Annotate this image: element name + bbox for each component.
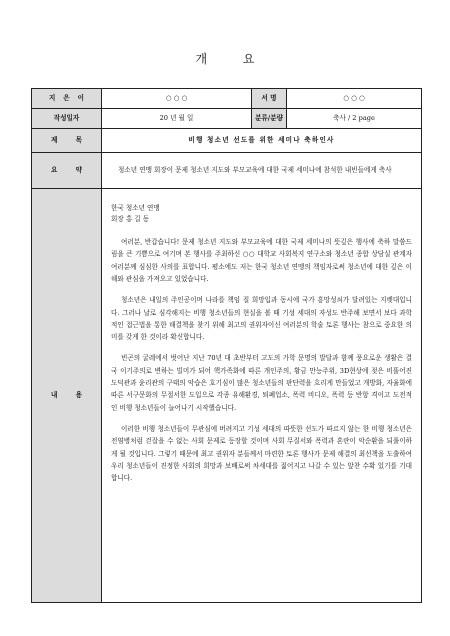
- author-label: 지은이: [32, 89, 102, 109]
- content-body: [102, 189, 422, 603]
- writer-label: 서 명: [252, 89, 287, 109]
- content-paragraph: 빈곤의 굴레에서 벗어난 지난 70년 대 초반부터 고도의 가학 문명의 발달과 함께 풍요로운 생활은 결국 이기주의로 변하는 빌미가 되어 핵가족화에 따른 개인주의, 황금 만능주위, 3D현상에 젖은 비뚤어진 도덕관과 윤리관의 구태의 악습은 호기심이 많은 청소년들의 판단력을 흐리게 만들었고 개방화, 자율화에 따른 서구문화의 무절서한 도입으로 각종 유해환경, 퇴폐업소, 폭력 비디오, 폭력 등 반항 격이고 도전적인 비행 청소년들이 늘어나기 시작했습니다.: [111, 354, 413, 412]
- content-paragraph: 이러한 비행 청소년들이 무관심에 버려지고 기성 세대의 따뜻한 선도가 따르지 않는 한 비행 청소년은 전염병처럼 걷잡을 수 없는 사회 문제로 등장할 것이며 사회 무질서와 폭력과 혼란이 악순환을 되풀이하게 될 것입니다. 그렇기 때문에 최고 권위자 분들께서 마련한 토론 행사가 문제 해결의 최선책을 도출하여 우리 청소년들이 진정한 사회의 희망과 보배로써 차세대를 짊어지고 나갈 수 있는 앞찬 수확 있기를 기대합니다.: [111, 424, 413, 483]
- content-paragraph: 청소년은 내일의 주인공이며 나라를 책임 질 희망입과 동시에 국가 흥망성쇠가 달려있는 지렛대입니다. 그러나 날로 심각해지는 비행 청소년들의 현실을 볼 때 기성 세대의 자성도 반주해 보면서 보다 과학적인 접근법을 통한 해결책을 찾기 위해 최고의 권위자이신 여러분의 학술 토론 행사는 참으로 중요한 의미를 갖게 한 것이라 확신합니다.: [111, 296, 413, 342]
- summary-form-table: [31, 88, 422, 603]
- subject-label: 제 목: [32, 129, 102, 153]
- category-label: 분류/분량: [252, 109, 287, 129]
- summary-row: [32, 153, 422, 189]
- subject-value: 비행 청소년 선도를 위한 세미나 축하인사: [102, 129, 422, 153]
- document-title: 개 요: [195, 52, 271, 66]
- subject-row: [32, 129, 422, 153]
- category-value: 축사 / 2 page: [287, 109, 422, 129]
- author-row: [32, 89, 422, 109]
- content-paragraph: 여러분, 반갑습니다! 문제 청소년 지도와 부모교육에 대한 국제 세미나의 뜻깊은 행사에 축하 말씀드림을 큰 기쁨으로 여기며 본 행사를 주최하신 ○○ 대학교 사회복지 연구소와 청소년 종합 상담실 관계자 여러분께 심심한 사의를 표합니다. 평소에도 저는 한국 청소년 연맹의 책임자로써 청소년에 대한 깊은 이해와 관심을 가져오고 있었습니다.: [111, 238, 413, 284]
- writer-value: ○ ○ ○: [287, 89, 422, 109]
- summary-label: 요 약: [32, 153, 102, 189]
- speaker-name: 회장 홍 길 동: [111, 215, 150, 223]
- content-row: [32, 189, 422, 603]
- date-value: 20 년 월 일: [102, 109, 252, 129]
- content-label: 내 용: [32, 189, 102, 603]
- date-row: [32, 109, 422, 129]
- organization-name: 한국 청소년 연맹: [111, 204, 160, 212]
- date-label: 작성일자: [32, 109, 102, 129]
- author-value: ○ ○ ○: [102, 89, 252, 109]
- summary-value: 청소년 연맹 회장이 문제 청소년 지도와 부모교육에 대한 국제 세미나에 참석한 내빈들에게 축사: [102, 153, 422, 189]
